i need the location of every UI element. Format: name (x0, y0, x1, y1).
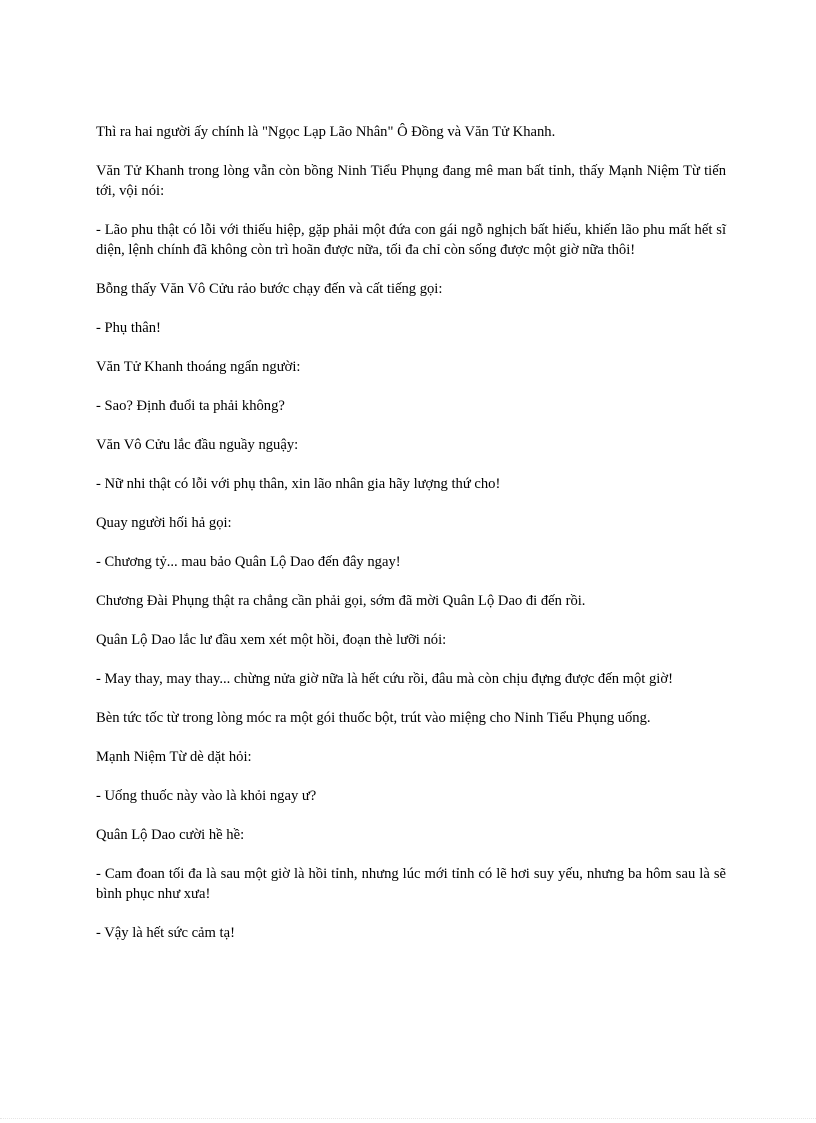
paragraph: - Nữ nhi thật có lỗi với phụ thân, xin lão nhân gia hãy lượng thứ cho! (96, 476, 501, 492)
paragraph: - Sao? Định đuổi ta phải không? (96, 398, 285, 414)
paragraph: - Chương tỷ... mau bảo Quân Lộ Dao đến đây ngay! (96, 554, 401, 570)
paragraph: - Cam đoan tối đa là sau một giờ là hồi tỉnh, nhưng lúc mới tỉnh có lẽ hơi suy yếu, nhưng ba hôm sau là sẽ bình phục như xưa! (96, 866, 726, 902)
paragraph: Văn Tử Khanh thoáng ngẩn người: (96, 359, 301, 375)
paragraph: - Uống thuốc này vào là khỏi ngay ư? (96, 788, 317, 804)
paragraph: - Vậy là hết sức cảm tạ! (96, 925, 235, 941)
paragraph: Chương Đài Phụng thật ra chẳng cần phải gọi, sớm đã mời Quân Lộ Dao đi đến rồi. (96, 593, 586, 609)
paragraph: Quay người hối hả gọi: (96, 515, 232, 531)
document-body (96, 122, 726, 962)
paragraph: Văn Vô Cửu lắc đầu nguầy nguậy: (96, 437, 299, 453)
paragraph: - Lão phu thật có lỗi với thiếu hiệp, gặp phải một đứa con gái ngỗ nghịch bất hiếu, khiến lão phu mất hết sĩ diện, lệnh chính đã không còn trì hoãn được nữa, tối đa chỉ còn sống được một giờ nữa thôi! (96, 222, 726, 258)
paragraph: - May thay, may thay... chừng nửa giờ nữa là hết cứu rồi, đâu mà còn chịu đựng được đến một giờ! (96, 671, 673, 687)
page-bottom-edge (0, 1118, 816, 1119)
paragraph: Thì ra hai người ấy chính là "Ngọc Lạp Lão Nhân" Ô Đồng và Văn Tử Khanh. (96, 124, 556, 140)
paragraph: Bèn tức tốc từ trong lòng móc ra một gói thuốc bột, trút vào miệng cho Ninh Tiểu Phụng uống. (96, 710, 651, 726)
paragraph: - Phụ thân! (96, 320, 161, 336)
paragraph: Quân Lộ Dao lắc lư đầu xem xét một hồi, đoạn thè lưỡi nói: (96, 632, 447, 648)
paragraph: Mạnh Niệm Từ dè dặt hỏi: (96, 749, 252, 765)
paragraph: Quân Lộ Dao cười hề hề: (96, 827, 245, 843)
paragraph: Bỗng thấy Văn Vô Cửu rảo bước chạy đến và cất tiếng gọi: (96, 281, 443, 297)
paragraph: Văn Tử Khanh trong lòng vẫn còn bồng Ninh Tiểu Phụng đang mê man bất tỉnh, thấy Mạnh Niệm Từ tiến tới, vội nói: (96, 163, 726, 199)
